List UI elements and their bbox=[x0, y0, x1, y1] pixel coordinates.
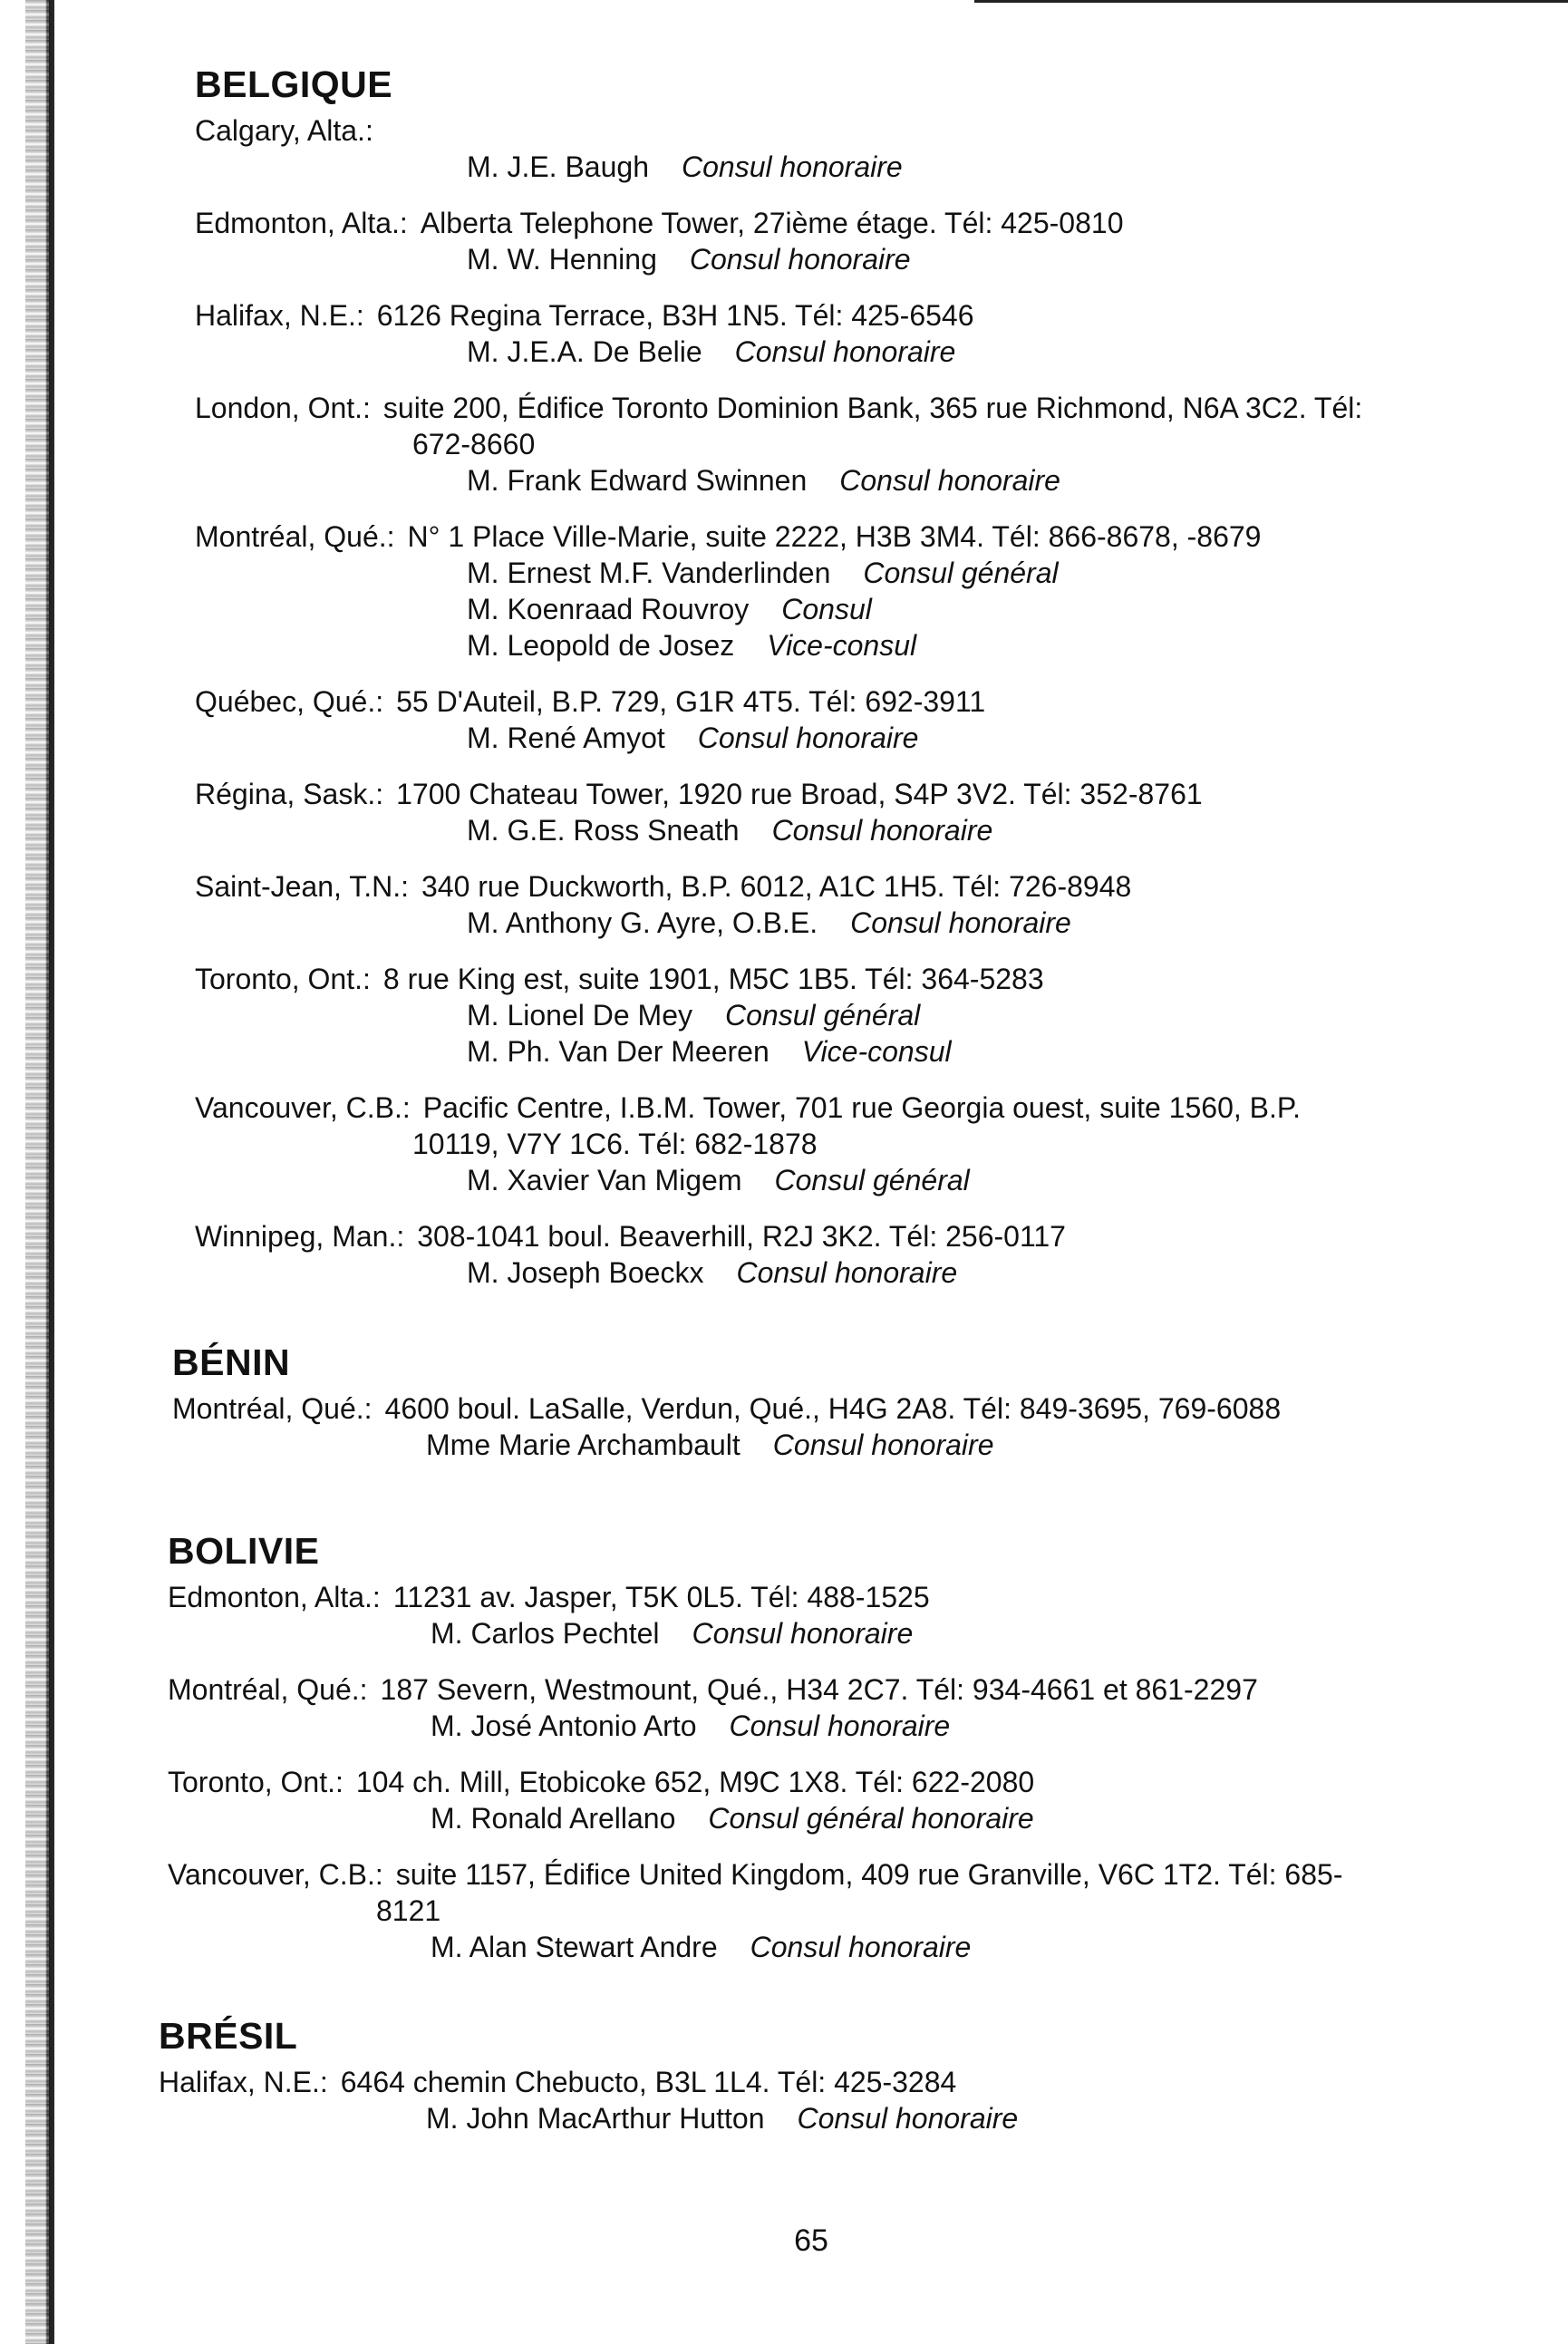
consul-title: Consul général bbox=[863, 557, 1059, 589]
consul-name: M. Lionel De Mey bbox=[467, 999, 692, 1032]
city-label: Vancouver, C.B.: bbox=[168, 1858, 383, 1891]
consul-title: Consul honoraire bbox=[772, 1429, 994, 1461]
city-label: Winnipeg, Man.: bbox=[195, 1220, 405, 1253]
consul-name: M. José Antonio Arto bbox=[431, 1710, 697, 1742]
city-label: Montréal, Qué.: bbox=[172, 1392, 373, 1425]
address-text: suite 1157, Édifice United Kingdom, 409 rue Granville, V6C 1T2. Tél: 685- bbox=[395, 1858, 1343, 1891]
address-text: 104 ch. Mill, Etobicoke 652, M9C 1X8. Tél: 622-2080 bbox=[355, 1766, 1035, 1798]
address-text: 4600 boul. LaSalle, Verdun, Qué., H4G 2A8. Tél: 849-3695, 769-6088 bbox=[384, 1392, 1282, 1425]
address-text: Pacific Centre, I.B.M. Tower, 701 rue Georgia ouest, suite 1560, B.P. bbox=[422, 1091, 1301, 1124]
address-text: N° 1 Place Ville-Marie, suite 2222, H3B 3M4. Tél: 866-8678, -8679 bbox=[407, 520, 1262, 553]
city-label: Montréal, Qué.: bbox=[195, 520, 395, 553]
country-section bbox=[159, 2008, 1514, 2156]
address-text: suite 200, Édifice Toronto Dominion Bank, 365 rue Richmond, N6A 3C2. Tél: bbox=[382, 392, 1363, 424]
consul-row bbox=[195, 627, 1514, 663]
entry-first-line bbox=[168, 1856, 1514, 1893]
address-text: 55 D'Auteil, B.P. 729, G1R 4T5. Tél: 692-3911 bbox=[396, 685, 986, 718]
consul-title: Consul général honoraire bbox=[708, 1802, 1034, 1835]
country-section bbox=[168, 1523, 1514, 1985]
consul-row bbox=[168, 1800, 1514, 1836]
consul-row bbox=[172, 1427, 1514, 1463]
address-text: 8 rue King est, suite 1901, M5C 1B5. Tél: 364-5283 bbox=[382, 963, 1044, 995]
consul-name: M. René Amyot bbox=[467, 722, 665, 754]
city-label: Montréal, Qué.: bbox=[168, 1673, 368, 1706]
country-heading: BRÉSIL bbox=[159, 2015, 298, 2057]
consul-name: M. Frank Edward Swinnen bbox=[467, 464, 808, 497]
entry-first-line bbox=[159, 2064, 1514, 2100]
city-label: Halifax, N.E.: bbox=[159, 2066, 328, 2098]
consul-row bbox=[159, 2100, 1514, 2136]
consul-row bbox=[195, 555, 1514, 591]
consul-title: Consul honoraire bbox=[689, 243, 911, 276]
address-text: 1700 Chateau Tower, 1920 rue Broad, S4P 3V2. Tél: 352-8761 bbox=[396, 778, 1203, 810]
consul-title: Consul honoraire bbox=[681, 150, 903, 183]
consul-title: Consul honoraire bbox=[850, 906, 1071, 939]
consul-title: Consul honoraire bbox=[729, 1710, 951, 1742]
consul-row bbox=[195, 905, 1514, 941]
city-label: Toronto, Ont.: bbox=[168, 1766, 344, 1798]
entry-first-line bbox=[195, 1090, 1514, 1126]
entry-first-line bbox=[195, 205, 1514, 241]
consul-name: M. W. Henning bbox=[467, 243, 657, 276]
consul-row bbox=[195, 241, 1514, 277]
consul-name: M. Ernest M.F. Vanderlinden bbox=[467, 557, 831, 589]
entry-first-line bbox=[195, 297, 1514, 334]
address-text: Alberta Telephone Tower, 27ième étage. Tél: 425-0810 bbox=[420, 207, 1124, 239]
consul-row bbox=[195, 812, 1514, 848]
consul-name: M. Anthony G. Ayre, O.B.E. bbox=[467, 906, 818, 939]
consul-title: Consul général bbox=[724, 999, 921, 1032]
city-label: Québec, Qué.: bbox=[195, 685, 384, 718]
address-continuation: 8121 bbox=[376, 1894, 441, 1927]
entry-first-line bbox=[168, 1764, 1514, 1800]
consul-name: M. G.E. Ross Sneath bbox=[467, 814, 740, 847]
city-label: Toronto, Ont.: bbox=[195, 963, 371, 995]
country-heading: BÉNIN bbox=[172, 1342, 291, 1383]
consul-name: M. Leopold de Josez bbox=[467, 629, 735, 662]
consulate-entry bbox=[195, 961, 1514, 1070]
entry-first-line bbox=[172, 1390, 1514, 1427]
consulate-entry bbox=[195, 868, 1514, 941]
consul-row bbox=[195, 1254, 1514, 1291]
city-label: Vancouver, C.B.: bbox=[195, 1091, 411, 1124]
consulate-entry bbox=[172, 1390, 1514, 1463]
consul-title: Consul honoraire bbox=[839, 464, 1060, 497]
consul-row bbox=[168, 1929, 1514, 1965]
consulate-entry bbox=[168, 1671, 1514, 1744]
address-text: 6126 Regina Terrace, B3H 1N5. Tél: 425-6546 bbox=[376, 299, 974, 332]
consul-name: M. Carlos Pechtel bbox=[431, 1617, 660, 1650]
entry-first-line bbox=[195, 961, 1514, 997]
consulate-entry bbox=[195, 1218, 1514, 1291]
consulate-entry bbox=[195, 683, 1514, 756]
consul-row bbox=[195, 149, 1514, 185]
consul-title: Consul honoraire bbox=[697, 722, 919, 754]
consul-name: M. J.E.A. De Belie bbox=[467, 335, 702, 368]
consulate-entry bbox=[159, 2064, 1514, 2136]
consulate-entry bbox=[195, 518, 1514, 663]
city-label: Calgary, Alta.: bbox=[195, 114, 373, 147]
city-label: Saint-Jean, T.N.: bbox=[195, 870, 409, 903]
city-label: London, Ont.: bbox=[195, 392, 371, 424]
city-label: Halifax, N.E.: bbox=[195, 299, 364, 332]
consul-row bbox=[168, 1708, 1514, 1744]
consul-row bbox=[195, 591, 1514, 627]
consul-title: Consul honoraire bbox=[771, 814, 993, 847]
consul-title: Vice-consul bbox=[801, 1035, 952, 1068]
address-continuation: 672-8660 bbox=[412, 428, 536, 460]
address-text: 340 rue Duckworth, B.P. 6012, A1C 1H5. Tél: 726-8948 bbox=[421, 870, 1132, 903]
entry-first-line bbox=[168, 1579, 1514, 1615]
address-text: 11231 av. Jasper, T5K 0L5. Tél: 488-1525 bbox=[392, 1581, 930, 1613]
entry-first-line bbox=[195, 776, 1514, 812]
consul-row bbox=[195, 997, 1514, 1033]
address-continuation: 10119, V7Y 1C6. Tél: 682-1878 bbox=[412, 1128, 818, 1160]
consul-name: Mme Marie Archambault bbox=[426, 1429, 740, 1461]
consul-name: M. J.E. Baugh bbox=[467, 150, 649, 183]
address-text: 308-1041 boul. Beaverhill, R2J 3K2. Tél: 256-0117 bbox=[417, 1220, 1066, 1253]
consul-title: Consul honoraire bbox=[797, 2102, 1019, 2135]
entry-first-line bbox=[195, 390, 1514, 426]
address-text: 6464 chemin Chebucto, B3L 1L4. Tél: 425-3284 bbox=[340, 2066, 957, 2098]
consul-name: M. Alan Stewart Andre bbox=[431, 1931, 718, 1963]
consul-title: Consul honoraire bbox=[750, 1931, 972, 1963]
consul-row bbox=[195, 334, 1514, 370]
city-label: Edmonton, Alta.: bbox=[168, 1581, 381, 1613]
consulate-entry bbox=[195, 112, 1514, 185]
consulate-entry bbox=[195, 297, 1514, 370]
country-heading: BOLIVIE bbox=[168, 1530, 320, 1572]
consul-row bbox=[195, 720, 1514, 756]
consul-title: Consul général bbox=[774, 1164, 970, 1196]
country-heading: BELGIQUE bbox=[195, 63, 393, 105]
consulate-entry bbox=[168, 1764, 1514, 1836]
consul-name: M. Koenraad Rouvroy bbox=[467, 593, 750, 625]
consul-title: Consul honoraire bbox=[692, 1617, 914, 1650]
page-number: 65 bbox=[794, 2223, 828, 2258]
entry-first-line bbox=[195, 1218, 1514, 1254]
consul-name: M. Ronald Arellano bbox=[431, 1802, 676, 1835]
country-section bbox=[172, 1334, 1514, 1483]
city-label: Edmonton, Alta.: bbox=[195, 207, 408, 239]
consulate-entry bbox=[195, 776, 1514, 848]
consulate-entry bbox=[168, 1856, 1514, 1965]
consul-row bbox=[168, 1615, 1514, 1651]
city-label: Régina, Sask.: bbox=[195, 778, 384, 810]
entry-first-line bbox=[195, 112, 1514, 149]
consul-title: Vice-consul bbox=[767, 629, 917, 662]
consul-row bbox=[195, 1033, 1514, 1070]
consulate-entry bbox=[195, 390, 1514, 499]
consul-row bbox=[195, 462, 1514, 499]
consul-name: M. John MacArthur Hutton bbox=[426, 2102, 765, 2135]
consul-name: M. Ph. Van Der Meeren bbox=[467, 1035, 769, 1068]
country-section bbox=[195, 56, 1514, 1311]
address-text: 187 Severn, Westmount, Qué., H34 2C7. Tél: 934-4661 et 861-2297 bbox=[380, 1673, 1258, 1706]
entry-first-line bbox=[195, 683, 1514, 720]
consul-title: Consul honoraire bbox=[736, 1256, 958, 1289]
entry-first-line bbox=[168, 1671, 1514, 1708]
consul-title: Consul honoraire bbox=[734, 335, 956, 368]
entry-first-line bbox=[195, 868, 1514, 905]
consul-name: M. Joseph Boeckx bbox=[467, 1256, 704, 1289]
entry-first-line bbox=[195, 518, 1514, 555]
consulate-entry bbox=[195, 1090, 1514, 1198]
consul-name: M. Xavier Van Migem bbox=[467, 1164, 742, 1196]
consulate-entry bbox=[168, 1579, 1514, 1651]
consul-title: Consul bbox=[781, 593, 872, 625]
consul-row bbox=[195, 1162, 1514, 1198]
consulate-entry bbox=[195, 205, 1514, 277]
